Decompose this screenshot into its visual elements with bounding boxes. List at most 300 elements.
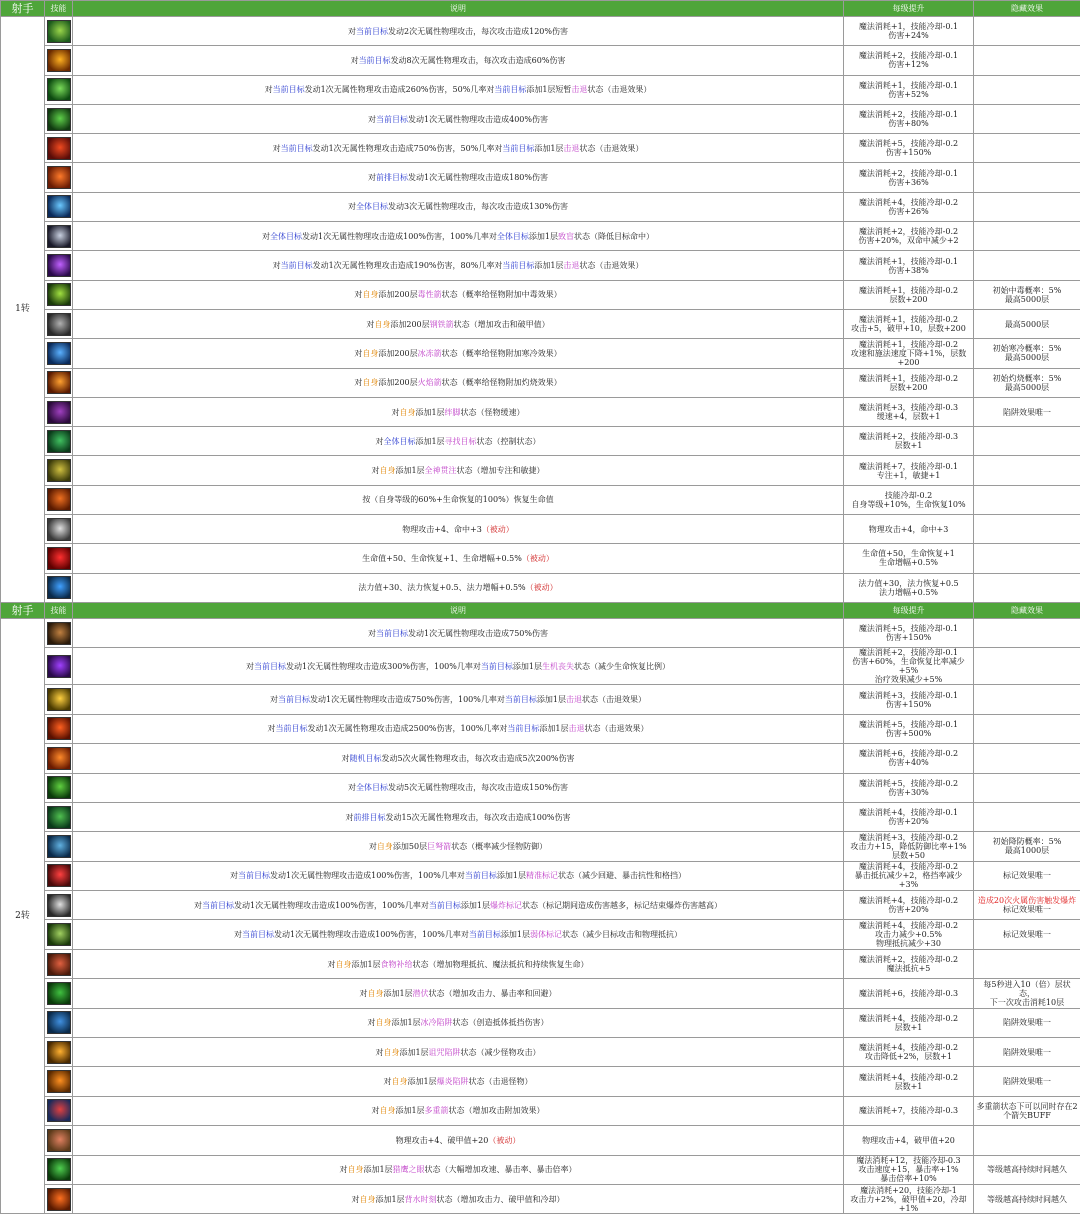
text-run: 添加1层 [534, 144, 563, 153]
hidden-effect [974, 1096, 1080, 1125]
text-run: 添加200层 [378, 378, 417, 387]
text-run: 伤害+40% [888, 758, 928, 767]
text-run: 最高1000层 [1005, 846, 1049, 855]
skill-icon-cell [45, 192, 73, 221]
text-run: （被动） [526, 583, 558, 592]
text-run: 魔法抵抗+5 [887, 964, 931, 973]
text-run: 魔法消耗+5，技能冷却-0.2 [859, 139, 958, 148]
skill-description [73, 618, 844, 647]
golden-arrow-icon[interactable] [47, 688, 71, 711]
text-run: 自身 [362, 378, 378, 387]
text-run: 状态（击退效果） [579, 144, 643, 153]
skill-icon-cell [45, 1038, 73, 1067]
hidden-effect [974, 1067, 1080, 1096]
text-run: 状态（概率给怪物附加中毒效果） [442, 290, 562, 299]
text-run: 冰冻箭 [418, 349, 442, 358]
hidden-effect [974, 192, 1080, 221]
skill-icon-cell [45, 891, 73, 920]
skill-icon-cell [45, 339, 73, 368]
text-run: （被动） [482, 525, 514, 534]
text-run: 对 [348, 783, 356, 792]
text-run: 添加50层 [393, 842, 427, 851]
mana-figure-icon[interactable] [47, 576, 71, 599]
text-run: 治疗效果减少+5% [875, 675, 942, 684]
hidden-effect [974, 1155, 1080, 1184]
text-run: 冰冷陷阱 [421, 1018, 453, 1027]
text-run: 陷阱效果唯一 [1003, 1048, 1051, 1057]
text-run: 添加1层 [539, 724, 568, 733]
text-run: 陷阱效果唯一 [1003, 408, 1051, 417]
skill-row [1, 1096, 1080, 1125]
skill-icon-cell [45, 573, 73, 602]
text-run: 魔法消耗+3，技能冷却-0.3 [859, 403, 958, 412]
text-run: 攻击速度+15，暴击率+1% [858, 1165, 958, 1174]
green-orb-icon[interactable] [47, 108, 71, 131]
skill-icon-cell [45, 1126, 73, 1155]
skill-description [73, 456, 844, 485]
hidden-effect [974, 744, 1080, 773]
text-run: 伤害+38% [888, 266, 928, 275]
level-upgrade [844, 456, 974, 485]
text-run: 发动1次无属性物理攻击造成2500%伤害，100%几率对 [307, 724, 507, 733]
level-upgrade [844, 368, 974, 397]
text-run: 爆炸标记 [490, 901, 522, 910]
text-run: 对 [348, 202, 356, 211]
skill-row [1, 832, 1080, 861]
hidden-effect [974, 397, 1080, 426]
text-run: 魔法消耗+5，技能冷却-0.1 [859, 720, 958, 729]
section-header-row [1, 602, 1080, 618]
skill-description [73, 1126, 844, 1155]
skill-icon-cell [45, 861, 73, 890]
text-run: 自身 [362, 349, 378, 358]
text-run: 当前目标 [376, 629, 408, 638]
text-run: 毒性箭 [418, 290, 442, 299]
skill-row [1, 427, 1080, 456]
text-run: 状态（击退效果） [582, 695, 646, 704]
text-run: 发动1次无属性物理攻击造成750%伤害，50%几率对 [313, 144, 503, 153]
skill-description [73, 714, 844, 743]
skill-icon-cell [45, 744, 73, 773]
level-upgrade [844, 1008, 974, 1037]
text-run: 等级越高持续时间越久 [987, 1195, 1067, 1204]
text-run: 标记效果唯一 [1003, 871, 1051, 880]
hidden-effect [974, 515, 1080, 544]
skill-icon-cell [45, 920, 73, 949]
text-run: 状态（减少目标攻击和物理抵抗） [562, 930, 682, 939]
text-run: 对 [354, 290, 362, 299]
heal-plus-icon[interactable] [47, 488, 71, 511]
text-run: 自身 [379, 466, 395, 475]
skill-description [73, 544, 844, 573]
text-run: 精准标记 [526, 871, 558, 880]
level-upgrade [844, 397, 974, 426]
level-upgrade [844, 485, 974, 514]
level-upgrade [844, 744, 974, 773]
skill-row [1, 485, 1080, 514]
text-run: 自身 [379, 1106, 395, 1115]
text-run: 对 [267, 724, 275, 733]
skill-description [73, 802, 844, 831]
text-run: 发动5次无属性物理攻击，每次攻击造成150%伤害 [388, 783, 568, 792]
text-run: 添加200层 [378, 290, 417, 299]
text-run: 对 [359, 989, 367, 998]
hidden-effect [974, 485, 1080, 514]
text-run: 添加1层 [395, 466, 424, 475]
hidden-effect [974, 891, 1080, 920]
text-run: 魔法消耗+4，技能冷却-0.2 [859, 1014, 958, 1023]
text-run: 发动1次无属性物理攻击造成100%伤害，100%几率对 [274, 930, 469, 939]
text-run: 状态（控制状态） [477, 437, 541, 446]
text-run: 当前目标 [281, 144, 313, 153]
hidden-effect [974, 456, 1080, 485]
blaze-arrow-icon[interactable] [47, 717, 71, 740]
curse-trap-icon[interactable] [47, 1041, 71, 1064]
text-run: 伤害+26% [888, 207, 928, 216]
text-run: 对 [354, 378, 362, 387]
text-run: 状态（击退怪物） [469, 1077, 533, 1086]
text-run: 攻击力减少+0.5% [875, 930, 942, 939]
skill-row [1, 618, 1080, 647]
text-run: 自身 [347, 1165, 363, 1174]
text-run: 诅咒陷阱 [429, 1048, 461, 1057]
focus-icon[interactable] [47, 459, 71, 482]
text-run: 对 [371, 466, 379, 475]
text-run: 生命增幅+0.5% [879, 558, 938, 567]
hidden-effect [974, 685, 1080, 714]
flame-arrow-icon[interactable] [47, 371, 71, 394]
skill-row [1, 891, 1080, 920]
last-stand-icon[interactable] [47, 1188, 71, 1211]
text-run: 魔法消耗+4，技能冷却-0.2 [859, 896, 958, 905]
shadow-arrow-icon[interactable] [47, 622, 71, 645]
skill-icon-cell [45, 46, 73, 75]
hidden-effect [974, 251, 1080, 280]
text-run: 当前目标 [494, 85, 526, 94]
text-run: 对 [366, 320, 374, 329]
fire-rain-icon[interactable] [47, 747, 71, 770]
skill-icon-cell [45, 280, 73, 309]
violet-bolt-icon[interactable] [47, 655, 71, 678]
text-run: 状态（概率给怪物附加灼烧效果） [442, 378, 562, 387]
text-run: 状态（减少回避、暴击抗性和格挡） [558, 871, 686, 880]
text-run: 自身 [383, 1048, 399, 1057]
text-run: 魔法消耗+6，技能冷却-0.2 [859, 749, 958, 758]
text-run: 添加1层 [391, 1018, 420, 1027]
text-run: 全体目标 [383, 437, 415, 446]
text-run: 击退 [563, 261, 579, 270]
skill-description [73, 75, 844, 104]
text-run: 当前目标 [502, 144, 534, 153]
text-run: 对 [194, 901, 202, 910]
steel-arrow-icon[interactable] [47, 313, 71, 336]
hidden-effect [974, 427, 1080, 456]
skill-row [1, 280, 1080, 309]
text-run: 魔法消耗+6，技能冷却-0.3 [859, 989, 958, 998]
skill-row [1, 192, 1080, 221]
text-run: 随机目标 [349, 754, 381, 763]
heart-icon[interactable] [47, 547, 71, 570]
text-run: 魔法消耗+1，技能冷却-0.2 [859, 286, 958, 295]
skill-description [73, 832, 844, 861]
seek-target-icon[interactable] [47, 430, 71, 453]
skill-icon-cell [45, 251, 73, 280]
text-run: 状态（减少生命恢复比例） [574, 662, 670, 671]
text-run: 爆炎陷阱 [437, 1077, 469, 1086]
ice-arrows-icon[interactable] [47, 195, 71, 218]
text-run: 当前目标 [254, 662, 286, 671]
skill-description [73, 1008, 844, 1037]
level-upgrade [844, 618, 974, 647]
skill-row [1, 368, 1080, 397]
frost-arrow-icon[interactable] [47, 342, 71, 365]
text-run: 攻速和施法速度下降+1%，层数+200 [851, 349, 966, 367]
text-run: 生命值+50、生命恢复+1、生命增幅+0.5% [362, 554, 522, 563]
text-run: 物理攻击+4、破甲值+20 [396, 1136, 489, 1145]
text-run: 魔法消耗+4，技能冷却-0.1 [859, 808, 958, 817]
header-level-upgrade: 每级提升 [844, 602, 974, 618]
text-run: 层数+200 [890, 383, 928, 392]
skill-icon-cell [45, 979, 73, 1008]
text-run: 添加1层 [461, 901, 490, 910]
text-run: 对 [348, 27, 356, 36]
skill-description [73, 744, 844, 773]
text-run: 对 [234, 930, 242, 939]
multi-arrow-icon[interactable] [47, 1099, 71, 1122]
text-run: 添加200层 [378, 349, 417, 358]
green-rain-icon[interactable] [47, 776, 71, 799]
skill-icon-cell [45, 1184, 73, 1213]
text-run: 寻找目标 [445, 437, 477, 446]
giant-arrow-icon[interactable] [47, 835, 71, 858]
text-run: 魔法消耗+4，技能冷却-0.2 [859, 862, 958, 871]
level-upgrade [844, 648, 974, 685]
text-run: 初始中毒概率：5% [993, 286, 1062, 295]
hidden-effect [974, 368, 1080, 397]
skill-description [73, 979, 844, 1008]
skill-row [1, 714, 1080, 743]
skill-icon-cell [45, 1067, 73, 1096]
skill-row [1, 75, 1080, 104]
text-run: 全体目标 [497, 232, 529, 241]
text-run: 攻击力+2%，破甲值+20，冷却+1% [850, 1195, 966, 1213]
ice-trap-icon[interactable] [47, 1011, 71, 1034]
level-upgrade [844, 685, 974, 714]
text-run: 当前目标 [505, 695, 537, 704]
hidden-effect [974, 309, 1080, 338]
forest-arrow-icon[interactable] [47, 806, 71, 829]
skill-icon-cell [45, 75, 73, 104]
skill-icon-cell [45, 17, 73, 46]
blast-trap-icon[interactable] [47, 1070, 71, 1093]
text-run: 魔法消耗+7，技能冷却-0.1 [859, 462, 958, 471]
weak-mark-icon[interactable] [47, 923, 71, 946]
text-run: 伤害+150% [886, 700, 932, 709]
text-run: 当前目标 [275, 724, 307, 733]
flame-volley-icon[interactable] [47, 166, 71, 189]
poison-arrow-icon[interactable] [47, 283, 71, 306]
text-run: 按（自身等级的60%+生命恢复的100%）恢复生命值 [362, 495, 553, 504]
skill-icon-cell [45, 949, 73, 978]
skill-description [73, 1184, 844, 1213]
text-run: 最高5000层 [1005, 383, 1049, 392]
level-upgrade [844, 309, 974, 338]
skill-row [1, 251, 1080, 280]
skill-description [73, 222, 844, 251]
header-level-upgrade: 每级提升 [844, 1, 974, 17]
skill-description [73, 104, 844, 133]
level-upgrade [844, 832, 974, 861]
text-run: 状态（标记期间造成伤害越多，标记结束爆炸伤害越高） [522, 901, 722, 910]
text-run: 状态（增加攻击力、暴击率和回避） [429, 989, 557, 998]
food-supply-icon[interactable] [47, 953, 71, 976]
text-run: 对 [369, 842, 377, 851]
eagle-icon[interactable] [47, 518, 71, 541]
snare-trap-icon[interactable] [47, 401, 71, 424]
hidden-effect [974, 1184, 1080, 1213]
text-run: 添加1层 [537, 695, 566, 704]
text-run: 状态（概率减少怪物防御） [451, 842, 547, 851]
hidden-effect [974, 618, 1080, 647]
text-run: 对 [375, 1048, 383, 1057]
skill-row [1, 339, 1080, 368]
text-run: 状态（增加物理抵抗、魔法抵抗和持续恢复生命） [413, 960, 589, 969]
text-run: 击退 [569, 724, 585, 733]
text-run: 标记效果唯一 [1003, 930, 1051, 939]
header-profession: 射手 [1, 602, 45, 618]
skill-row [1, 1038, 1080, 1067]
green-arrow-icon[interactable] [47, 78, 71, 101]
skill-row [1, 222, 1080, 251]
skill-row [1, 1155, 1080, 1184]
hidden-effect [974, 75, 1080, 104]
text-run: 食物补给 [381, 960, 413, 969]
level-upgrade [844, 192, 974, 221]
text-run: 魔法消耗+5，技能冷却-0.1 [859, 624, 958, 633]
level-upgrade [844, 339, 974, 368]
text-run: 魔法消耗+4，技能冷却-0.2 [859, 1073, 958, 1082]
level-upgrade [844, 1184, 974, 1213]
text-run: 发动1次无属性物理攻击造成400%伤害 [408, 115, 548, 124]
target-bow-icon[interactable] [47, 1129, 71, 1152]
text-run: 添加1层 [415, 408, 444, 417]
text-run: 状态（减少怪物攻击） [461, 1048, 541, 1057]
silver-arrow-icon[interactable] [47, 225, 71, 248]
text-run: 添加1层 [375, 1195, 404, 1204]
skill-description [73, 339, 844, 368]
skill-row [1, 1184, 1080, 1213]
text-run: 巨弩箭 [427, 842, 451, 851]
text-run: 对 [367, 1018, 375, 1027]
text-run: 对 [351, 56, 359, 65]
text-run: 攻击+5，破甲+10，层数+200 [851, 324, 966, 333]
text-run: 对 [262, 232, 270, 241]
text-run: 状态（击退效果） [585, 724, 649, 733]
text-run: 对 [341, 754, 349, 763]
text-run: 魔法消耗+2，技能冷却-0.1 [859, 51, 958, 60]
precision-mark-icon[interactable] [47, 864, 71, 887]
text-run: 添加1层 [534, 261, 563, 270]
text-run: 个箭矢BUFF [1003, 1111, 1051, 1120]
skill-icon-cell [45, 544, 73, 573]
text-run: 发动8次无属性物理攻击，每次攻击造成60%伤害 [391, 56, 566, 65]
skill-description [73, 573, 844, 602]
skill-description [73, 861, 844, 890]
text-run: 魔法消耗+4，技能冷却-0.2 [859, 198, 958, 207]
text-run: 全神贯注 [425, 466, 457, 475]
skill-row [1, 773, 1080, 802]
text-run: 多重箭状态下可以同时存在2 [976, 1102, 1077, 1111]
text-run: 魔法消耗+2，技能冷却-0.1 [859, 648, 958, 657]
level-upgrade [844, 1126, 974, 1155]
skill-description [73, 1038, 844, 1067]
skill-description [73, 648, 844, 685]
text-run: 弱体标记 [530, 930, 562, 939]
text-run: 当前目标 [429, 901, 461, 910]
text-run: 对 [354, 349, 362, 358]
hidden-effect [974, 544, 1080, 573]
text-run: 发动1次无属性物理攻击造成750%伤害，100%几率对 [310, 695, 505, 704]
text-run: 添加1层 [351, 960, 380, 969]
text-run: 发动1次无属性物理攻击造成300%伤害，100%几率对 [286, 662, 481, 671]
level-upgrade [844, 979, 974, 1008]
hidden-effect [974, 17, 1080, 46]
text-run: 状态（击退效果） [587, 85, 651, 94]
hidden-effect [974, 163, 1080, 192]
skill-row [1, 309, 1080, 338]
text-run: 添加1层 [497, 871, 526, 880]
skill-icon-cell [45, 222, 73, 251]
skill-description [73, 1096, 844, 1125]
text-run: 发动1次无属性物理攻击造成260%伤害，50%几率对 [305, 85, 495, 94]
purple-arrow-icon[interactable] [47, 254, 71, 277]
level-upgrade [844, 861, 974, 890]
hidden-effect [974, 573, 1080, 602]
text-run: 初始寒冷概率：5% [993, 344, 1062, 353]
text-run: 当前目标 [281, 261, 313, 270]
ambush-icon[interactable] [47, 982, 71, 1005]
level-upgrade [844, 163, 974, 192]
text-run: 发动5次火属性物理攻击，每次攻击造成5次200%伤害 [381, 754, 574, 763]
text-run: 暴击抵抗减少+2，格挡率减少+3% [855, 871, 963, 889]
level-upgrade [844, 891, 974, 920]
green-slash-icon[interactable] [47, 20, 71, 43]
text-run: 自身 [377, 842, 393, 851]
text-run: 最高5000层 [1005, 320, 1049, 329]
text-run: 魔法消耗+1，技能冷却-0.2 [859, 374, 958, 383]
text-run: 全体目标 [356, 783, 388, 792]
text-run: 当前目标 [278, 695, 310, 704]
skill-icon-cell [45, 1008, 73, 1037]
text-run: 魔法消耗+1，技能冷却-0.2 [859, 340, 958, 349]
level-upgrade [844, 222, 974, 251]
red-strike-icon[interactable] [47, 137, 71, 160]
text-run: 自身 [367, 989, 383, 998]
text-run: 初始降防概率：5% [993, 837, 1062, 846]
text-run: 魔法消耗+1，技能冷却-0.2 [859, 315, 958, 324]
hidden-effect [974, 46, 1080, 75]
fire-arrows-icon[interactable] [47, 49, 71, 72]
header-profession: 射手 [1, 1, 45, 17]
skill-icon-cell [45, 773, 73, 802]
explode-mark-icon[interactable] [47, 894, 71, 917]
level-upgrade [844, 920, 974, 949]
text-run: 添加1层 [529, 232, 558, 241]
eagle-eye-icon[interactable] [47, 1158, 71, 1181]
section-header-row [1, 1, 1080, 17]
skill-icon-cell [45, 802, 73, 831]
text-run: 魔法消耗+20，技能冷却-1 [860, 1186, 957, 1195]
